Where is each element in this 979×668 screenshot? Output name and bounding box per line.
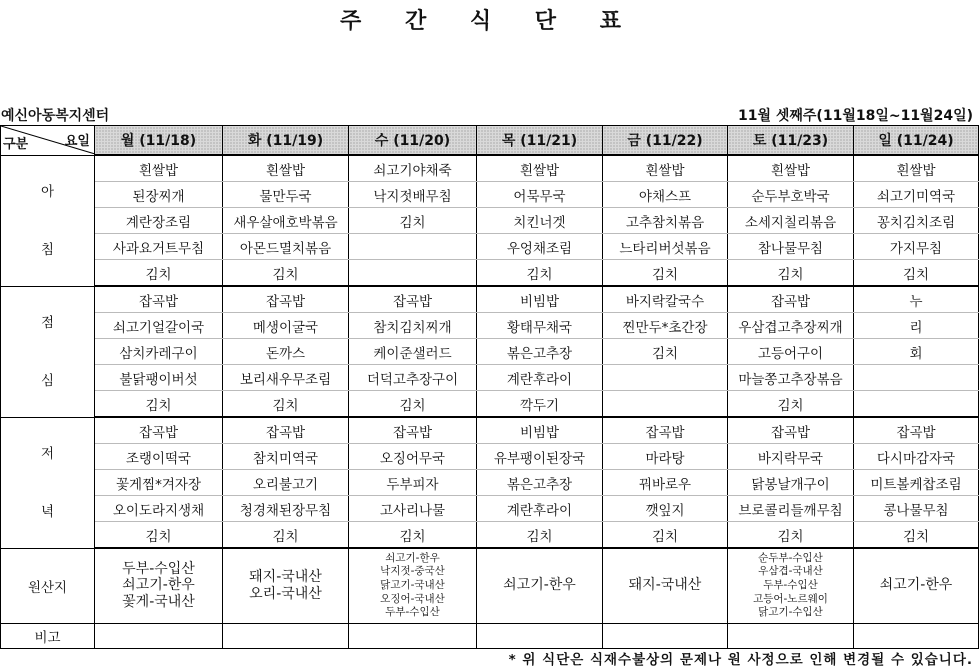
- menu-cell: [603, 391, 728, 418]
- menu-cell: 순두부호박국: [728, 182, 854, 208]
- origin-line: 꽃게-국내산: [122, 594, 195, 611]
- menu-cell: 흰쌀밥: [95, 155, 223, 182]
- corner-label-day: 요일: [64, 134, 90, 149]
- menu-cell: 불닭팽이버섯: [95, 365, 223, 391]
- menu-cell: 잡곡밥: [728, 286, 854, 313]
- origin-label: 원산지: [1, 548, 95, 623]
- menu-cell: 계란후라이: [477, 365, 603, 391]
- lunch-label: [1, 286, 95, 417]
- breakfast-section: [1, 155, 979, 286]
- menu-cell: 조랭이떡국: [95, 444, 223, 470]
- menu-cell: 흰쌀밥: [728, 155, 854, 182]
- menu-cell: 김치: [349, 522, 477, 549]
- menu-cell: [349, 260, 477, 287]
- menu-cell: 어묵무국: [477, 182, 603, 208]
- origin-line: 쇠고기-한우: [879, 577, 953, 594]
- menu-cell: 우삼겹고추장찌개: [728, 313, 854, 339]
- menu-cell: 된장찌개: [95, 182, 223, 208]
- menu-cell: 계란후라이: [477, 496, 603, 522]
- menu-cell: 꿔바로우: [603, 470, 728, 496]
- menu-cell: 찐만두*초간장: [603, 313, 728, 339]
- menu-cell: 깻잎지: [603, 496, 728, 522]
- menu-cell: 쇠고기얼갈이국: [95, 313, 223, 339]
- origin-cell: [728, 548, 854, 623]
- menu-cell: 김치: [349, 208, 477, 234]
- meal-label-bottom: 녁: [40, 503, 55, 520]
- menu-cell: 비빔밥: [477, 286, 603, 313]
- menu-cell: 참치김치찌개: [349, 313, 477, 339]
- menu-cell: 쇠고기미역국: [854, 182, 979, 208]
- menu-cell: 소세지칠리볶음: [728, 208, 854, 234]
- week-range: 11월 셋째주(11월18일~11월24일): [737, 108, 973, 124]
- lunch-section: [1, 286, 979, 417]
- day-header: 목 (11/21): [477, 126, 603, 156]
- menu-cell: 잡곡밥: [603, 417, 728, 444]
- menu-cell: 김치: [854, 260, 979, 287]
- menu-cell: 김치: [223, 522, 349, 549]
- menu-cell: 김치: [728, 391, 854, 418]
- menu-cell: 아몬드멸치볶음: [223, 234, 349, 260]
- menu-cell: 더덕고추장구이: [349, 365, 477, 391]
- menu-cell: 콩나물무침: [854, 496, 979, 522]
- meal-label-bottom: 심: [40, 372, 55, 389]
- menu-cell: 고등어구이: [728, 339, 854, 365]
- menu-row: [1, 182, 979, 208]
- origin-cell: [854, 548, 979, 623]
- menu-cell: 닭봉날개구이: [728, 470, 854, 496]
- menu-row: [1, 260, 979, 287]
- menu-cell: 가지무침: [854, 234, 979, 260]
- menu-cell: 황태무채국: [477, 313, 603, 339]
- menu-cell: 오징어무국: [349, 444, 477, 470]
- menu-cell: 김치: [349, 391, 477, 418]
- meal-label-top: 아: [40, 183, 55, 200]
- menu-cell: 볶은고추장: [477, 339, 603, 365]
- origin-cell: [223, 548, 349, 623]
- menu-cell: 다시마감자국: [854, 444, 979, 470]
- menu-row: [1, 339, 979, 365]
- menu-cell: 김치: [95, 522, 223, 549]
- menu-cell: 바지락무국: [728, 444, 854, 470]
- menu-cell: 브로콜리들깨무침: [728, 496, 854, 522]
- menu-row: [1, 417, 979, 444]
- menu-cell: 잡곡밥: [223, 286, 349, 313]
- menu-cell: 김치: [477, 260, 603, 287]
- menu-cell: 김치: [728, 522, 854, 549]
- menu-row: [1, 365, 979, 391]
- dinner-label: [1, 417, 95, 548]
- menu-cell: 잡곡밥: [349, 417, 477, 444]
- menu-cell: 마늘쫑고추장볶음: [728, 365, 854, 391]
- menu-cell: [349, 234, 477, 260]
- footnote: * 위 식단은 식재수불상의 문제나 원 사정으로 인해 변경될 수 있습니다.: [508, 652, 973, 668]
- meal-label-bottom: 침: [40, 241, 55, 258]
- menu-cell: 계란장조림: [95, 208, 223, 234]
- origin-cell: [349, 548, 477, 623]
- menu-cell: 잡곡밥: [95, 417, 223, 444]
- menu-cell: 김치: [477, 522, 603, 549]
- menu-cell: 새우살애호박볶음: [223, 208, 349, 234]
- menu-cell: 돈까스: [223, 339, 349, 365]
- origin-line: 오징어-국내산: [380, 592, 445, 605]
- origin-line: 쇠고기-한우: [503, 577, 576, 594]
- menu-row: [1, 155, 979, 182]
- menu-cell: 김치: [728, 260, 854, 287]
- menu-cell: 흰쌀밥: [477, 155, 603, 182]
- menu-cell: 회: [854, 339, 979, 365]
- origin-line: 두부-수입산: [763, 578, 818, 591]
- menu-cell: 김치: [603, 522, 728, 549]
- menu-cell: 김치: [95, 260, 223, 287]
- origin-line: 순두부-수입산: [758, 551, 823, 564]
- note-cell: [603, 623, 728, 648]
- menu-cell: 사과요거트무침: [95, 234, 223, 260]
- origin-line: 고등어-노르웨이: [753, 592, 828, 605]
- menu-cell: 흰쌀밥: [854, 155, 979, 182]
- menu-cell: 김치: [854, 522, 979, 549]
- meal-label-top: 저: [40, 445, 55, 462]
- menu-cell: 오이도라지생채: [95, 496, 223, 522]
- center-name: 예신아동복지센터: [1, 108, 110, 124]
- menu-cell: 낙지젓배무침: [349, 182, 477, 208]
- menu-cell: 비빔밥: [477, 417, 603, 444]
- note-label: 비고: [1, 623, 95, 648]
- menu-cell: 느타리버섯볶음: [603, 234, 728, 260]
- menu-cell: 고사리나물: [349, 496, 477, 522]
- menu-row: [1, 470, 979, 496]
- day-header: 수 (11/20): [349, 126, 477, 156]
- menu-cell: 잡곡밥: [854, 417, 979, 444]
- header-corner: [1, 126, 95, 156]
- menu-cell: 바지락칼국수: [603, 286, 728, 313]
- header-row: [1, 126, 979, 156]
- origin-row: [1, 548, 979, 623]
- menu-cell: [603, 365, 728, 391]
- menu-cell: 김치: [223, 391, 349, 418]
- menu-cell: 김치: [603, 339, 728, 365]
- menu-cell: 김치: [223, 260, 349, 287]
- corner-label-category: 구분: [3, 136, 29, 152]
- day-header: 일 (11/24): [854, 126, 979, 156]
- menu-cell: 깍두기: [477, 391, 603, 418]
- menu-row: [1, 234, 979, 260]
- menu-cell: 유부팽이된장국: [477, 444, 603, 470]
- origin-line: 돼지-국내산: [628, 577, 702, 594]
- origin-cell: [603, 548, 728, 623]
- note-row: [1, 623, 979, 648]
- menu-cell: 마라탕: [603, 444, 728, 470]
- menu-cell: 볶은고추장: [477, 470, 603, 496]
- menu-cell: 참나물무침: [728, 234, 854, 260]
- menu-cell: 꽁치김치조림: [854, 208, 979, 234]
- menu-row: [1, 444, 979, 470]
- menu-cell: 잡곡밥: [349, 286, 477, 313]
- menu-cell: 참치미역국: [223, 444, 349, 470]
- day-header: 금 (11/22): [603, 126, 728, 156]
- origin-line: 낙지젓-중국산: [380, 565, 445, 578]
- menu-cell: 누: [854, 286, 979, 313]
- menu-cell: 오리불고기: [223, 470, 349, 496]
- menu-cell: 쇠고기야채죽: [349, 155, 477, 182]
- origin-line: 닭고기-국내산: [380, 578, 445, 591]
- weekly-menu-table: [0, 125, 979, 649]
- origin-line: 돼지-국내산: [249, 568, 322, 585]
- menu-cell: 김치: [603, 260, 728, 287]
- menu-row: [1, 522, 979, 549]
- origin-cell: [95, 548, 223, 623]
- note-cell: [223, 623, 349, 648]
- origin-line: 쇠고기-한우: [122, 577, 195, 594]
- menu-cell: 김치: [95, 391, 223, 418]
- menu-cell: 물만두국: [223, 182, 349, 208]
- menu-cell: 케이준샐러드: [349, 339, 477, 365]
- menu-cell: 고추참치볶음: [603, 208, 728, 234]
- menu-cell: 야채스프: [603, 182, 728, 208]
- menu-cell: 삼치카레구이: [95, 339, 223, 365]
- menu-cell: 잡곡밥: [728, 417, 854, 444]
- note-cell: [728, 623, 854, 648]
- day-header: 월 (11/18): [95, 126, 223, 156]
- breakfast-label: [1, 155, 95, 286]
- menu-cell: 흰쌀밥: [223, 155, 349, 182]
- origin-line: 우삼겹-국내산: [758, 565, 823, 578]
- day-header: 화 (11/19): [223, 126, 349, 156]
- menu-cell: 메생이굴국: [223, 313, 349, 339]
- menu-cell: 미트볼케찹조림: [854, 470, 979, 496]
- menu-cell: 꽃게찜*겨자장: [95, 470, 223, 496]
- note-cell: [95, 623, 223, 648]
- meal-label-top: 점: [40, 314, 55, 331]
- menu-cell: 우엉채조림: [477, 234, 603, 260]
- menu-cell: 잡곡밥: [95, 286, 223, 313]
- note-cell: [349, 623, 477, 648]
- menu-cell: [854, 365, 979, 391]
- menu-cell: 잡곡밥: [223, 417, 349, 444]
- menu-cell: [854, 391, 979, 418]
- menu-cell: 치킨너겟: [477, 208, 603, 234]
- note-cell: [854, 623, 979, 648]
- menu-row: [1, 496, 979, 522]
- origin-line: 두부-수입산: [122, 560, 195, 577]
- origin-line: 닭고기-수입산: [758, 606, 823, 619]
- menu-row: [1, 208, 979, 234]
- menu-cell: 보리새우무조림: [223, 365, 349, 391]
- menu-cell: 두부피자: [349, 470, 477, 496]
- menu-cell: 청경채된장무침: [223, 496, 349, 522]
- menu-row: [1, 391, 979, 418]
- page-title: 주 간 식 단 표: [340, 9, 639, 34]
- dinner-section: [1, 417, 979, 548]
- note-cell: [477, 623, 603, 648]
- menu-cell: 흰쌀밥: [603, 155, 728, 182]
- origin-line: 오리-국내산: [249, 585, 322, 602]
- menu-cell: 리: [854, 313, 979, 339]
- origin-line: 쇠고기-한우: [385, 551, 440, 564]
- origin-cell: [477, 548, 603, 623]
- menu-row: [1, 286, 979, 313]
- origin-line: 두부-수입산: [385, 606, 440, 619]
- menu-row: [1, 313, 979, 339]
- day-header: 토 (11/23): [728, 126, 854, 156]
